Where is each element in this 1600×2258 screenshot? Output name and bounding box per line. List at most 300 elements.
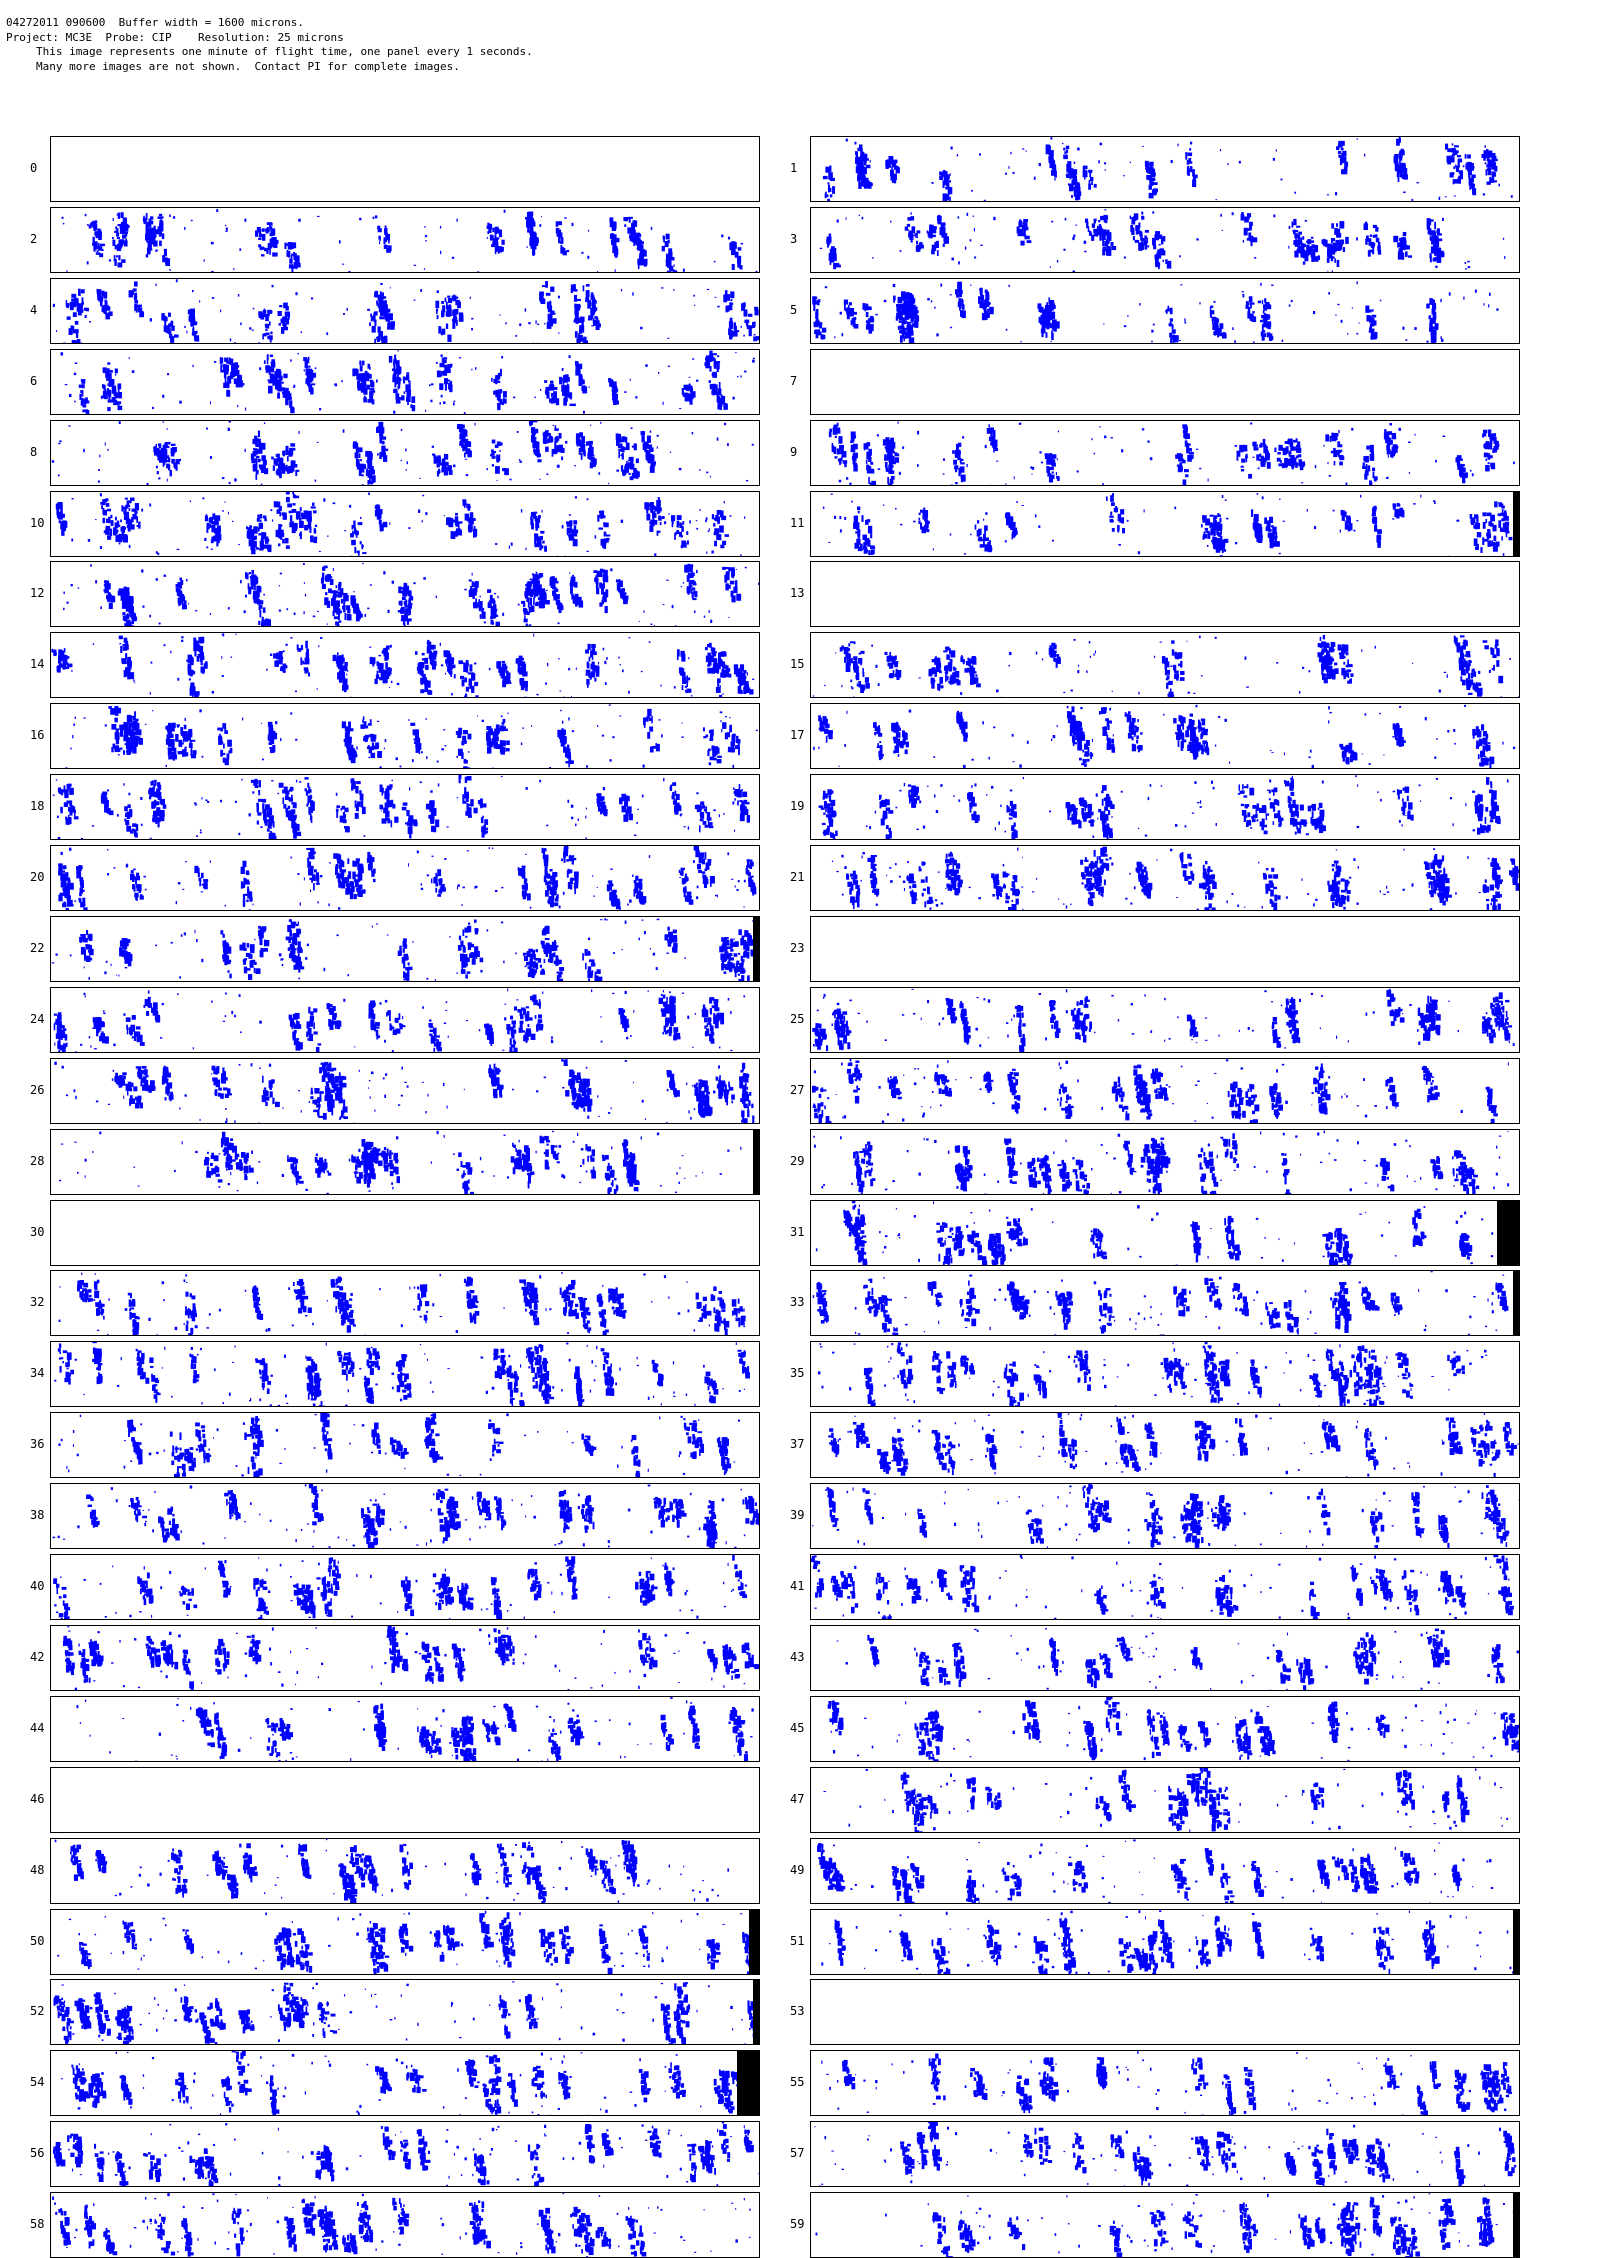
particle bbox=[307, 524, 311, 528]
particle bbox=[907, 224, 910, 227]
particle bbox=[460, 530, 462, 535]
particle bbox=[963, 475, 965, 479]
particle bbox=[106, 518, 110, 522]
particle bbox=[137, 304, 142, 306]
particle bbox=[720, 544, 724, 548]
particle bbox=[1052, 321, 1055, 325]
particle bbox=[1345, 237, 1349, 244]
particle-speck bbox=[333, 502, 336, 504]
particle bbox=[148, 228, 151, 232]
particle bbox=[689, 383, 691, 385]
particle-speck bbox=[226, 227, 228, 230]
particle bbox=[1145, 243, 1148, 250]
particle-speck bbox=[89, 226, 90, 229]
particle-speck bbox=[540, 389, 541, 391]
particle-speck bbox=[513, 396, 515, 398]
particle bbox=[193, 327, 195, 331]
particle bbox=[1111, 246, 1116, 250]
particle bbox=[227, 376, 231, 383]
particle-speck bbox=[1215, 199, 1217, 200]
particle-speck bbox=[471, 318, 473, 320]
particle bbox=[857, 165, 859, 168]
particle bbox=[603, 522, 605, 526]
particle bbox=[585, 297, 589, 302]
particle bbox=[299, 514, 301, 520]
particle-speck bbox=[220, 309, 221, 312]
particle bbox=[1486, 182, 1490, 185]
particle bbox=[465, 449, 470, 454]
particle bbox=[835, 435, 837, 437]
particle bbox=[106, 503, 109, 507]
particle bbox=[1269, 336, 1273, 340]
particle-speck bbox=[587, 256, 589, 259]
particle bbox=[1251, 509, 1253, 516]
particle bbox=[1378, 242, 1380, 249]
particle bbox=[192, 314, 195, 318]
particle-speck bbox=[943, 244, 945, 247]
particle bbox=[487, 226, 489, 229]
particle bbox=[869, 329, 873, 333]
particle bbox=[984, 537, 989, 541]
particle-speck bbox=[899, 471, 901, 474]
particle-speck bbox=[317, 441, 319, 442]
particle-speck bbox=[184, 326, 185, 328]
particle bbox=[901, 309, 905, 312]
particle-speck bbox=[727, 443, 729, 446]
particle bbox=[1133, 236, 1135, 240]
particle bbox=[566, 521, 569, 524]
particle-speck bbox=[744, 516, 745, 518]
particle bbox=[729, 302, 732, 309]
particle bbox=[823, 176, 828, 179]
particle-speck bbox=[1062, 143, 1063, 144]
particle bbox=[120, 226, 122, 233]
particle-speck bbox=[752, 443, 754, 445]
particle bbox=[102, 517, 104, 522]
particle bbox=[1189, 452, 1194, 455]
particle bbox=[888, 464, 892, 471]
particle bbox=[358, 522, 363, 525]
particle bbox=[952, 450, 954, 453]
particle bbox=[1218, 328, 1220, 335]
header-line-note: Many more images are not shown. Contact PI for complete images. bbox=[6, 60, 533, 75]
particle bbox=[287, 503, 292, 507]
particle bbox=[1262, 457, 1266, 464]
particle bbox=[1039, 308, 1041, 310]
particle bbox=[924, 525, 928, 530]
particle bbox=[107, 508, 111, 511]
panel-label: 1 bbox=[790, 161, 814, 175]
particle-speck bbox=[441, 357, 442, 358]
particle bbox=[377, 226, 380, 230]
particle bbox=[1192, 183, 1195, 186]
particle-speck bbox=[1442, 218, 1444, 221]
particle bbox=[1187, 166, 1189, 173]
particle bbox=[58, 514, 63, 519]
particle bbox=[989, 307, 994, 314]
particle-speck bbox=[53, 304, 55, 307]
particle bbox=[1486, 164, 1489, 167]
particle bbox=[194, 335, 199, 341]
particle-speck bbox=[1063, 249, 1065, 251]
particle bbox=[1490, 455, 1493, 458]
particle bbox=[1293, 232, 1296, 234]
particle bbox=[730, 299, 732, 301]
particle bbox=[1254, 447, 1259, 450]
particle-speck bbox=[184, 227, 185, 230]
particle-speck bbox=[66, 270, 67, 272]
particle-speck bbox=[600, 421, 601, 423]
particle bbox=[464, 452, 466, 457]
particle-speck bbox=[425, 240, 427, 241]
particle bbox=[393, 359, 395, 366]
particle bbox=[857, 506, 860, 510]
particle bbox=[864, 443, 865, 450]
particle-speck bbox=[583, 410, 585, 413]
particle-speck bbox=[509, 545, 510, 548]
particle-speck bbox=[663, 401, 664, 404]
particle-speck bbox=[440, 402, 441, 404]
particle bbox=[960, 310, 963, 317]
particle-speck bbox=[917, 430, 919, 433]
particle-speck bbox=[1234, 340, 1236, 343]
particle-speck bbox=[1199, 467, 1201, 468]
particle bbox=[168, 325, 170, 329]
particle bbox=[859, 144, 862, 150]
particle-speck bbox=[993, 217, 995, 220]
particle bbox=[868, 456, 871, 461]
particle bbox=[649, 521, 652, 524]
particle bbox=[168, 330, 171, 332]
particle bbox=[259, 229, 261, 237]
particle bbox=[1011, 521, 1015, 527]
particle-speck bbox=[100, 493, 102, 496]
particle bbox=[911, 216, 915, 220]
particle-speck bbox=[1142, 428, 1144, 430]
particle bbox=[551, 393, 553, 397]
particle bbox=[1252, 311, 1254, 313]
particle bbox=[160, 219, 162, 223]
particle bbox=[103, 307, 107, 310]
particle bbox=[286, 393, 291, 397]
particle bbox=[118, 392, 122, 398]
particle bbox=[1190, 167, 1192, 169]
particle bbox=[981, 294, 983, 301]
particle bbox=[852, 312, 857, 315]
particle bbox=[211, 520, 215, 523]
particle-speck bbox=[1074, 162, 1076, 164]
particle-speck bbox=[866, 165, 868, 166]
particle-speck bbox=[430, 399, 432, 402]
particle-speck bbox=[664, 521, 666, 524]
particle-speck bbox=[741, 243, 743, 245]
particle bbox=[868, 476, 870, 483]
particle-speck bbox=[397, 350, 399, 351]
particle bbox=[543, 432, 544, 436]
particle-speck bbox=[443, 401, 445, 404]
particle bbox=[895, 454, 900, 456]
particle-speck bbox=[1291, 300, 1293, 302]
particle bbox=[1456, 180, 1459, 182]
particle bbox=[1467, 154, 1471, 158]
particle-speck bbox=[190, 500, 191, 502]
particle bbox=[1468, 168, 1472, 175]
particle bbox=[748, 314, 752, 317]
particle bbox=[311, 372, 316, 377]
particle bbox=[286, 496, 290, 501]
particle bbox=[838, 429, 841, 433]
particle bbox=[134, 281, 138, 286]
particle bbox=[107, 535, 111, 539]
particle bbox=[815, 316, 818, 319]
particle bbox=[384, 300, 386, 307]
particle bbox=[864, 182, 867, 189]
panel-label: 7 bbox=[790, 374, 814, 388]
particle-speck bbox=[1364, 154, 1365, 157]
particle-speck bbox=[1254, 257, 1256, 259]
particle-speck bbox=[743, 334, 744, 336]
particle-speck bbox=[1151, 341, 1153, 342]
particle bbox=[1323, 240, 1325, 244]
particle bbox=[949, 197, 951, 201]
particle bbox=[1130, 216, 1131, 219]
particle bbox=[1384, 432, 1388, 439]
particle-speck bbox=[515, 335, 517, 337]
particle-speck bbox=[179, 458, 181, 460]
particle bbox=[366, 460, 371, 462]
particle-image bbox=[51, 279, 759, 343]
particle bbox=[611, 222, 613, 225]
particle-speck bbox=[414, 299, 416, 300]
particle bbox=[1246, 453, 1248, 457]
particle-speck bbox=[1306, 253, 1308, 256]
particle bbox=[1277, 541, 1280, 547]
particle bbox=[1049, 311, 1051, 313]
particle-speck bbox=[192, 365, 193, 367]
particle bbox=[125, 497, 128, 499]
particle bbox=[945, 233, 947, 238]
particle bbox=[1484, 452, 1489, 457]
particle-speck bbox=[834, 336, 835, 338]
particle bbox=[627, 227, 631, 233]
particle-speck bbox=[319, 408, 321, 410]
particle bbox=[1020, 241, 1024, 246]
particle-speck bbox=[872, 257, 873, 259]
particle bbox=[916, 246, 921, 251]
particle bbox=[1335, 451, 1340, 455]
particle bbox=[529, 218, 534, 223]
particle bbox=[1110, 511, 1112, 515]
particle-speck bbox=[572, 223, 574, 226]
particle bbox=[448, 298, 452, 303]
particle bbox=[279, 524, 282, 527]
particle bbox=[1241, 465, 1244, 467]
particle bbox=[1170, 318, 1173, 321]
particle bbox=[1088, 170, 1092, 173]
particle bbox=[550, 314, 552, 318]
particle-group bbox=[820, 209, 1506, 272]
particle bbox=[1334, 461, 1336, 465]
particle bbox=[356, 450, 359, 453]
particle bbox=[909, 235, 911, 238]
particle bbox=[1471, 174, 1475, 178]
particle bbox=[746, 319, 748, 326]
particle bbox=[917, 230, 921, 233]
particle-speck bbox=[741, 326, 742, 328]
particle bbox=[1372, 510, 1376, 515]
particle bbox=[719, 382, 721, 389]
particle bbox=[918, 520, 920, 524]
particle-speck bbox=[1399, 253, 1401, 254]
particle bbox=[679, 531, 682, 536]
particle bbox=[411, 396, 415, 403]
particle bbox=[1249, 296, 1253, 302]
particle bbox=[287, 388, 289, 393]
particle bbox=[1274, 447, 1276, 452]
particle bbox=[258, 458, 261, 461]
particle bbox=[377, 516, 381, 518]
particle-speck bbox=[672, 521, 674, 524]
particle-speck bbox=[1269, 304, 1270, 307]
particle-speck bbox=[422, 494, 424, 496]
particle bbox=[261, 443, 265, 450]
particle bbox=[1050, 325, 1053, 328]
particle bbox=[853, 463, 854, 470]
particle bbox=[109, 311, 113, 316]
particle bbox=[666, 259, 670, 266]
particle-speck bbox=[878, 468, 880, 470]
particle bbox=[1435, 324, 1438, 330]
particle bbox=[171, 443, 176, 445]
particle-speck bbox=[590, 424, 591, 425]
particle-speck bbox=[980, 245, 983, 246]
particle-speck bbox=[444, 514, 445, 515]
particle-speck bbox=[1222, 230, 1223, 231]
particle bbox=[299, 533, 302, 536]
particle-speck bbox=[1341, 243, 1343, 246]
particle bbox=[651, 506, 653, 513]
particle bbox=[1251, 239, 1253, 246]
particle-speck bbox=[694, 304, 695, 305]
particle-speck bbox=[870, 160, 871, 162]
particle-speck bbox=[366, 377, 368, 379]
particle-speck bbox=[128, 357, 129, 358]
particle bbox=[724, 534, 728, 537]
particle-speck bbox=[1103, 323, 1104, 324]
particle-speck bbox=[450, 363, 452, 366]
particle-speck bbox=[568, 535, 570, 536]
particle bbox=[455, 296, 458, 298]
particle-speck bbox=[343, 313, 345, 315]
particle bbox=[295, 469, 297, 475]
particle-image bbox=[51, 421, 759, 485]
particle bbox=[940, 227, 943, 231]
particle bbox=[1170, 338, 1173, 343]
particle bbox=[574, 303, 576, 308]
particle-speck bbox=[679, 408, 681, 409]
particle-speck bbox=[970, 284, 971, 285]
particle bbox=[756, 336, 759, 340]
particle bbox=[1292, 446, 1296, 450]
particle bbox=[709, 366, 711, 372]
particle-speck bbox=[1006, 329, 1008, 331]
particle bbox=[849, 302, 852, 305]
particle-speck bbox=[936, 333, 938, 336]
particle bbox=[82, 390, 84, 396]
particle bbox=[380, 291, 382, 294]
particle bbox=[138, 521, 140, 528]
particle bbox=[1047, 455, 1049, 463]
particle bbox=[1241, 458, 1245, 462]
particle bbox=[97, 289, 101, 295]
particle bbox=[626, 217, 628, 219]
particle-speck bbox=[1341, 449, 1342, 452]
particle bbox=[556, 398, 559, 405]
particle-speck bbox=[1221, 329, 1222, 332]
particle bbox=[1483, 155, 1485, 161]
particle bbox=[1193, 177, 1196, 181]
particle bbox=[1430, 232, 1435, 236]
particle bbox=[455, 522, 457, 525]
particle bbox=[360, 365, 363, 371]
particle bbox=[749, 325, 751, 328]
particle-speck bbox=[974, 256, 976, 258]
particle-speck bbox=[651, 227, 652, 230]
particle bbox=[1262, 324, 1264, 331]
panel-label: 4 bbox=[30, 303, 54, 317]
particle bbox=[1465, 154, 1467, 159]
particle bbox=[1245, 305, 1248, 309]
particle bbox=[1461, 474, 1464, 477]
particle-speck bbox=[132, 370, 134, 373]
particle-group bbox=[52, 421, 754, 485]
particle bbox=[854, 515, 858, 522]
particle-speck bbox=[304, 369, 305, 371]
particle bbox=[1348, 521, 1351, 523]
particle bbox=[438, 326, 441, 333]
particle-speck bbox=[692, 358, 694, 359]
particle bbox=[553, 318, 557, 324]
particle-speck bbox=[986, 295, 988, 297]
particle bbox=[259, 464, 262, 468]
particle-speck bbox=[588, 386, 589, 387]
particle bbox=[850, 308, 854, 311]
particle-image bbox=[811, 421, 1519, 485]
particle-speck bbox=[1039, 451, 1041, 453]
particle bbox=[658, 515, 661, 519]
particle-speck bbox=[1484, 145, 1485, 148]
particle bbox=[867, 320, 871, 327]
particle bbox=[1386, 445, 1387, 450]
particle-speck bbox=[326, 332, 328, 335]
particle-speck bbox=[661, 287, 663, 288]
particle bbox=[364, 395, 366, 399]
particle-speck bbox=[1472, 473, 1474, 476]
particle-speck bbox=[74, 400, 75, 402]
particle bbox=[833, 248, 836, 254]
particle bbox=[61, 529, 64, 536]
particle-speck bbox=[693, 295, 695, 297]
particle bbox=[1404, 168, 1407, 174]
particle bbox=[858, 546, 863, 550]
particle bbox=[634, 443, 637, 450]
particle-speck bbox=[1440, 336, 1441, 339]
particle-speck bbox=[83, 448, 85, 451]
particle bbox=[292, 526, 296, 532]
particle bbox=[604, 538, 608, 541]
particle-speck bbox=[1347, 333, 1348, 335]
particle-speck bbox=[120, 241, 122, 244]
